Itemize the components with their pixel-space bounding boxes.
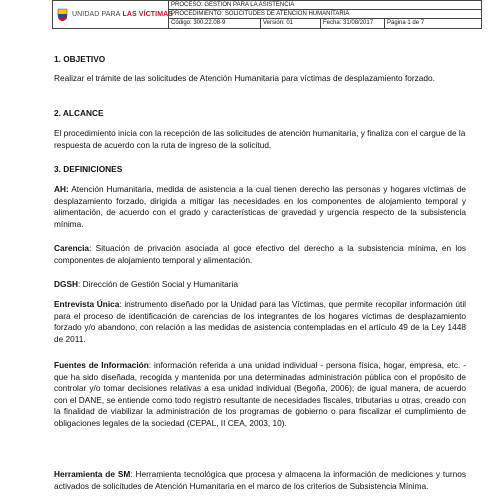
definiciones-heading: 3. DEFINICIONES xyxy=(54,164,123,174)
document-header xyxy=(52,0,482,29)
version-label: Versión: 01 xyxy=(261,19,321,28)
pagina-label: Página 1 de 7 xyxy=(387,20,425,26)
definition-ah: AH: Atención Humanitaria, medida de asistencia a la cual tienen derecho las personas y hogares víctimas de desplazamiento forzado, dirigida a mitigar las necesidades en los componentes de alojamiento temporal y alimentación, de acuerdo con el grado y características de gravedad y urgencia respecto de la subsistencia mínima. xyxy=(54,184,466,229)
definition-herramienta-sm: Herramienta de SM: Herramienta tecnológica que procesa y almacena la información de mediciones y turnos activados de solicitudes de Atención Humanitaria en el marco de los criterios de Subsistencia Mínima. xyxy=(54,469,466,491)
procedimiento-label: PROCEDIMIENTO: SOLICITUDES DE ATENCIÓN HUMANITARIA xyxy=(169,10,481,19)
codigo-label: Código: 300.22.08-9 xyxy=(169,19,261,28)
definition-dgsh: DGSH: Dirección de Gestión Social y Humanitaria xyxy=(54,279,238,289)
alcance-text: El procedimiento inicia con la recepción de las solicitudes de atención humanitaria, y finaliza con el cargue de la respuesta de acuerdo con la ruta de ingreso de la solicitud. xyxy=(54,128,466,150)
definition-carencia: Carencia: Situación de privación asociada al goce efectivo del derecho a la subsistencia mínima, en los componentes de alojamiento temporal y alimentación. xyxy=(54,243,466,265)
fecha-label: Fecha: 31/08/2017 xyxy=(321,19,385,28)
objetivo-heading: 1. OBJETIVO xyxy=(54,54,106,64)
logo-text: UNIDAD PARA LAS VÍCTIMAS xyxy=(72,11,174,18)
definition-fuentes-de-informacion: Fuentes de Información: información referida a una unidad individual - persona física, hogar, empresa, etc. - que ha sido diseñada, recogida y mantenida por una determinadas administración pública con el propósito de controlar y/o tomar decisiones relativas a esa unidad individual (Begoña, 2006); de igual manera, de acuerdo con el DANE, se entiende como todo registro resultante de necesidades fiscales, tributarias u otras, creado con la finalidad de viabilizar la administración de los programas de gobierno o para fiscalizar el cumplimiento de obligaciones legales de la sociedad (CEPAL, II CEA, 2003, 10). xyxy=(54,360,466,428)
objetivo-text: Realizar el trámite de las solicitudes de Atención Humanitaria para víctimas de desplazamiento forzado. xyxy=(54,73,435,83)
alcance-heading: 2. ALCANCE xyxy=(54,108,104,118)
logo xyxy=(53,1,174,28)
proceso-label: PROCESO: GESTIÓN PARA LA ASISTENCIA xyxy=(169,1,481,10)
definition-entrevista-unica: Entrevista Única: instrumento diseñado por la Unidad para las Víctimas, que permite recopilar información útil para el proceso de identificación de carencias de los integrantes de los hogares víctimas de desplazamiento forzado y/o abandono, con relación a las medidas de asistencia contempladas en el artículo 49 de la Ley 1448 de 2011. xyxy=(54,299,467,344)
colombia-shield-icon xyxy=(57,8,68,22)
